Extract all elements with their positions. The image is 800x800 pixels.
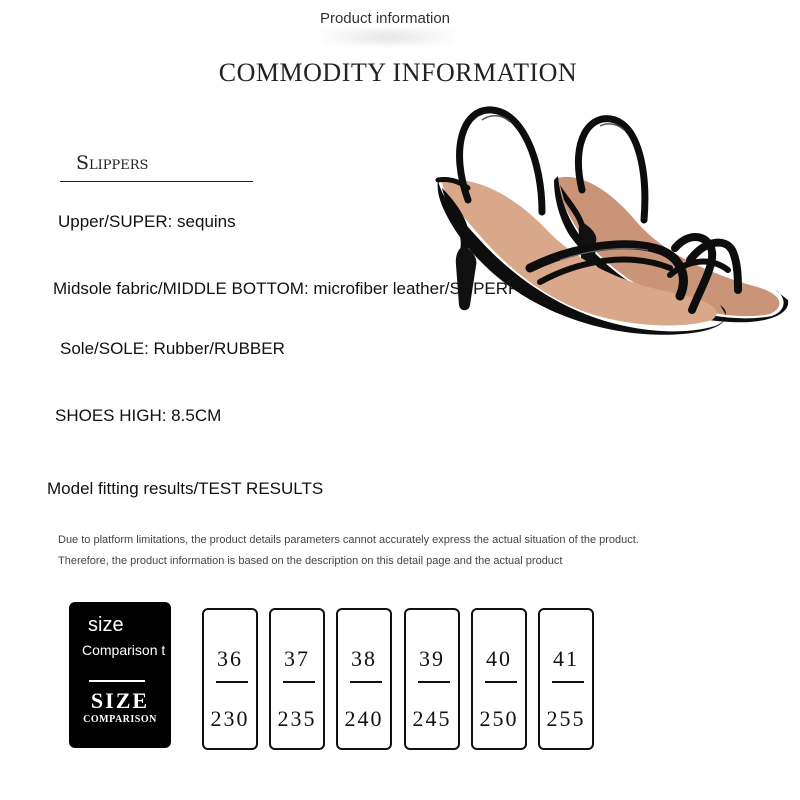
page-title: COMMODITY INFORMATION	[218, 58, 578, 87]
size-eu: 37	[284, 646, 310, 671]
size-mm: 230	[210, 706, 250, 731]
badge-comparison-label: Comparison t	[82, 642, 166, 658]
size-eu: 39	[419, 646, 445, 671]
header-blur-decoration	[322, 30, 454, 44]
size-card-36	[202, 608, 258, 750]
size-card-38	[336, 608, 392, 750]
category-divider	[60, 181, 253, 182]
size-eu: 41	[553, 646, 579, 671]
size-comparison-badge	[69, 602, 171, 748]
disclaimer-line-1: Due to platform limitations, the product details parameters cannot accurately express the actual situation of the product.	[58, 534, 639, 546]
spec-midsole: Midsole fabric/MIDDLE BOTTOM: microfiber leather/SUPERFI	[53, 279, 524, 298]
header-label: Product information	[319, 10, 451, 27]
disclaimer-line-2: Therefore, the product information is based on the description on this detail page and the actual product	[58, 555, 563, 567]
spec-upper: Upper/SUPER: sequins	[58, 212, 236, 231]
size-divider	[216, 681, 248, 683]
size-card-40	[471, 608, 527, 750]
size-divider	[283, 681, 315, 683]
size-card-39	[404, 608, 460, 750]
size-divider	[350, 681, 382, 683]
size-eu: 38	[351, 646, 377, 671]
size-mm: 235	[277, 706, 317, 731]
size-card-37	[269, 608, 325, 750]
badge-big-label: SIZE	[90, 688, 150, 713]
fitting-title: Model fitting results/TEST RESULTS	[47, 479, 324, 498]
size-divider	[552, 681, 584, 683]
size-card-41	[538, 608, 594, 750]
spec-sole: Sole/SOLE: Rubber/RUBBER	[60, 339, 285, 358]
size-divider	[485, 681, 517, 683]
size-eu: 40	[486, 646, 512, 671]
spec-heel-height: SHOES HIGH: 8.5CM	[55, 406, 222, 425]
badge-small-label: COMPARISON	[83, 714, 157, 725]
size-eu: 36	[217, 646, 243, 671]
size-mm: 240	[344, 706, 384, 731]
size-divider	[418, 681, 450, 683]
sandal-image	[420, 100, 800, 350]
size-mm: 245	[412, 706, 452, 731]
size-mm: 255	[546, 706, 586, 731]
badge-divider	[89, 680, 145, 682]
badge-size-label: size	[88, 614, 124, 636]
size-mm: 250	[479, 706, 519, 731]
product-category: Slippers	[76, 152, 149, 174]
